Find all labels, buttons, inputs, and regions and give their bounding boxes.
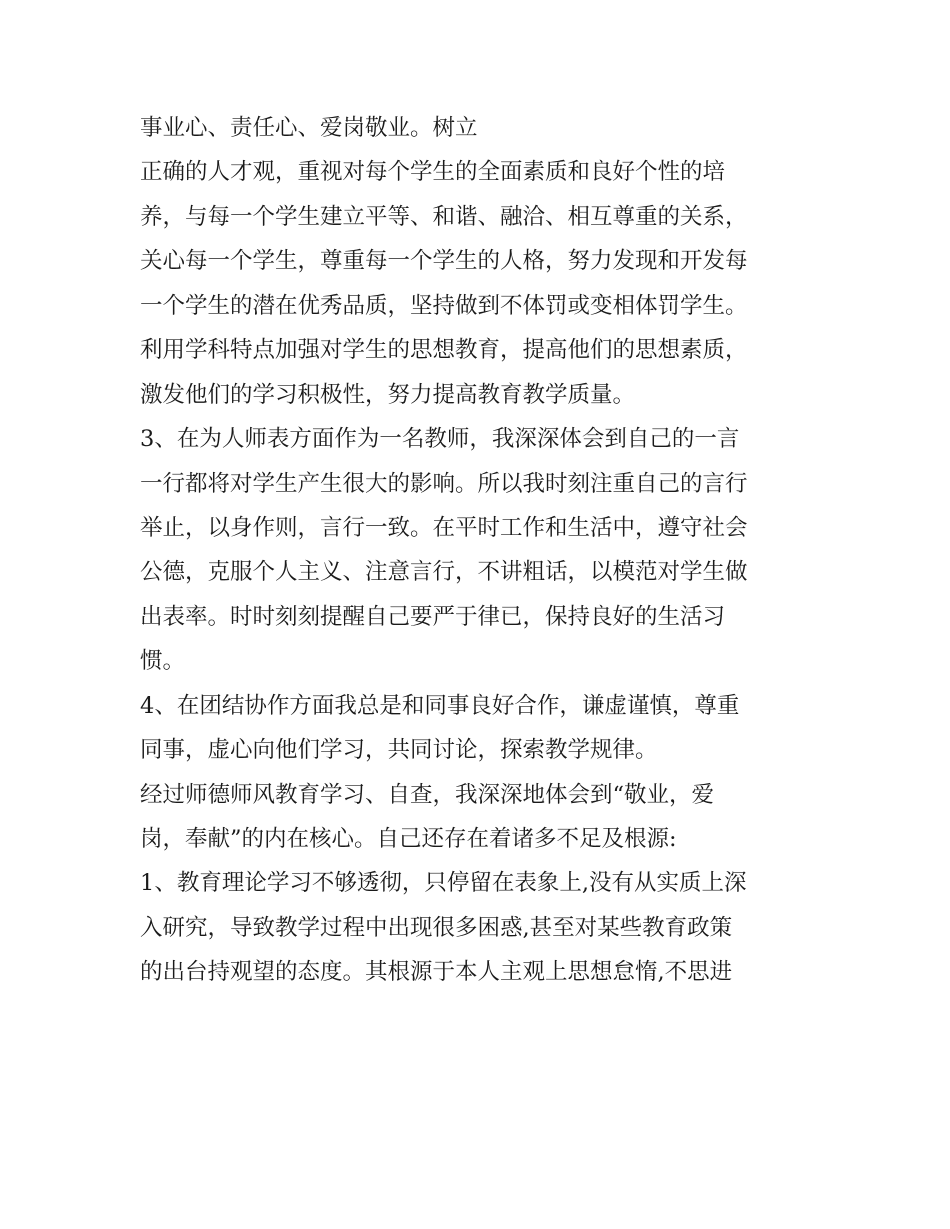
text-line: 激发他们的学习积极性，努力提高教育教学质量。 <box>140 381 636 408</box>
text-line: 入研究，导致教学过程中出现很多困惑,甚至对某些教育政策 <box>140 914 733 941</box>
text-line: 利用学科特点加强对学生的思想教育，提高他们的思想素质， <box>140 337 748 364</box>
text-line: 岗，奉献”的内在核心。自己还存在着诸多不足及根源: <box>140 826 677 852</box>
text-line: 关心每一个学生，尊重每一个学生的人格，努力发现和开发每 <box>140 248 748 275</box>
text-line: 同事，虚心向他们学习，共同讨论，探索教学规律。 <box>140 737 658 764</box>
document-body <box>140 106 830 995</box>
text-line: 经过师德师风教育学习、自查，我深深地体会到“敬业，爱 <box>140 781 715 808</box>
text-line: 3、在为人师表方面作为一名教师，我深深体会到自己的一言 <box>140 426 740 453</box>
text-line: 惯。 <box>140 648 186 675</box>
text-line: 事业心、责任心、爱岗敬业。树立 <box>140 115 478 141</box>
text-line: 养，与每一个学生建立平等、和谐、融洽、相互尊重的关系， <box>140 203 748 230</box>
text-line: 举止，以身作则，言行一致。在平时工作和生活中，遵守社会 <box>140 514 748 541</box>
text-line: 一个学生的潜在优秀品质，坚持做到不体罚或变相体罚学生。 <box>140 292 748 319</box>
text-line: 1、教育理论学习不够透彻，只停留在表象上,没有从实质上深 <box>140 870 747 897</box>
text-line: 正确的人才观，重视对每个学生的全面素质和良好个性的培 <box>140 159 726 186</box>
text-line: 4、在团结协作方面我总是和同事良好合作，谦虚谨慎，尊重 <box>140 692 740 719</box>
text-line: 的出台持观望的态度。其根源于本人主观上思想怠惰,不思进 <box>140 959 733 986</box>
text-line: 出表率。时时刻刻提醒自己要严于律已，保持良好的生活习 <box>140 603 726 630</box>
text-line: 一行都将对学生产生很大的影响。所以我时刻注重自己的言行 <box>140 470 748 497</box>
text-line: 公德，克服个人主义、注意言行，不讲粗话，以模范对学生做 <box>140 559 748 586</box>
